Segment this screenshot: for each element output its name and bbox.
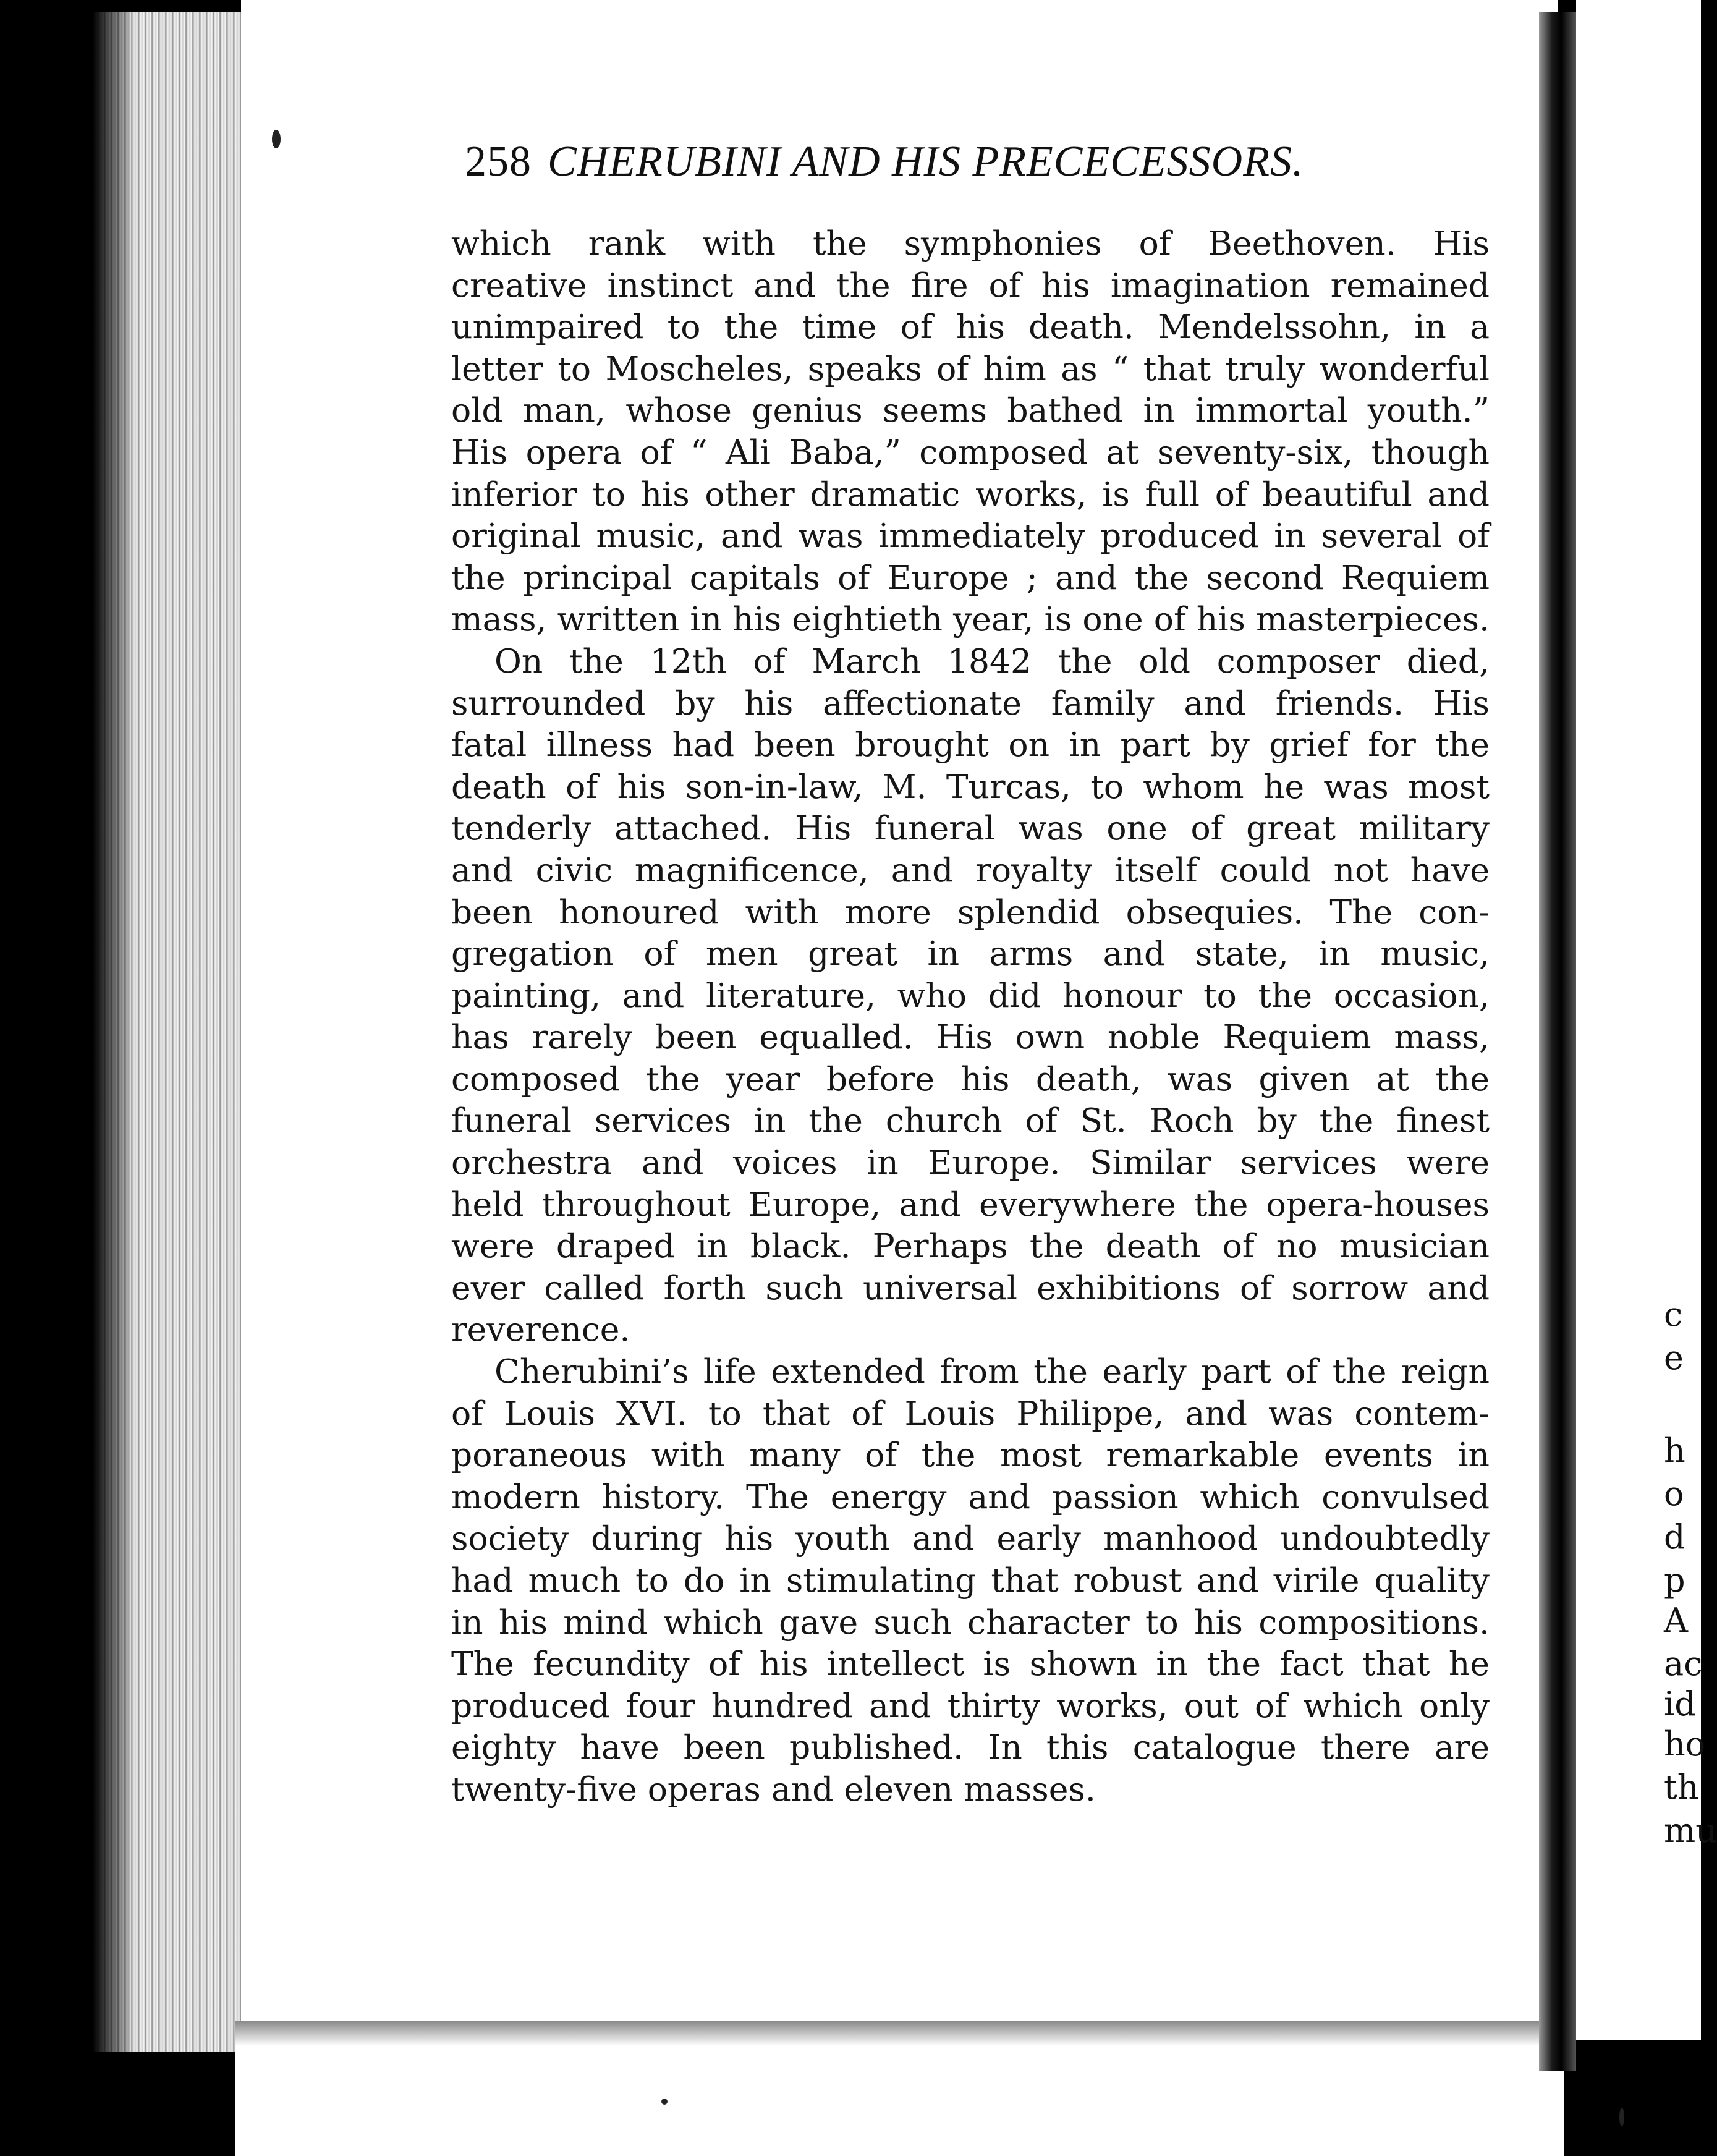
- facing-page-fragment: A: [1664, 1601, 1688, 1640]
- text-line: held throughout Europe, and everywhere the opera-houses: [451, 1184, 1490, 1224]
- text-line: original music, and was immediately produced in several of: [451, 516, 1490, 556]
- text-line: painting, and literature, who did honour to the occasion,: [451, 975, 1490, 1015]
- facing-page-fragment: th: [1664, 1768, 1699, 1807]
- text-line: Cherubini’s life extended from the early part of the reign: [494, 1352, 1490, 1391]
- text-line: On the 12th of March 1842 the old composer died,: [494, 641, 1490, 681]
- text-line: poraneous with many of the most remarkable events in: [451, 1435, 1490, 1475]
- facing-page-fragment: ho: [1664, 1725, 1706, 1763]
- facing-page: [1576, 0, 1717, 2040]
- text-line: funeral services in the church of St. Roch by the finest: [451, 1101, 1490, 1140]
- facing-page-fragment: ac: [1664, 1644, 1703, 1683]
- text-line: society during his youth and early manhood undoubtedly: [451, 1519, 1490, 1558]
- running-head-title: CHERUBINI AND HIS PRECECESSORS.: [548, 138, 1304, 185]
- ink-speck: [1619, 2108, 1624, 2126]
- binding-shadow: [93, 12, 130, 2052]
- text-line: unimpaired to the time of his death. Mendelssohn, in a: [451, 307, 1490, 347]
- facing-page-fragment: e: [1664, 1338, 1684, 1377]
- body-text: [451, 223, 1490, 1810]
- paragraph-3: [451, 1351, 1490, 1810]
- text-line: modern history. The energy and passion which convulsed: [451, 1477, 1490, 1516]
- facing-page-fragment: id: [1664, 1684, 1696, 1723]
- text-line: the principal capitals of Europe ; and the second Requiem: [451, 558, 1490, 597]
- text-line: His opera of “ Ali Baba,” composed at seventy-six, though: [451, 432, 1490, 472]
- ink-speck: [272, 130, 281, 148]
- text-line: creative instinct and the fire of his imagination remained: [451, 265, 1490, 305]
- facing-page-fragment: c: [1664, 1295, 1683, 1334]
- text-line: fatal illness had been brought on in part by grief for the: [451, 725, 1490, 765]
- paragraph-2: [451, 640, 1490, 1351]
- text-line: tenderly attached. His funeral was one of great military: [451, 808, 1490, 848]
- running-head: [465, 137, 1441, 187]
- text-line: which rank with the symphonies of Beethoven. His: [451, 224, 1490, 263]
- text-line: The fecundity of his intellect is shown in the fact that he: [451, 1644, 1490, 1684]
- text-line: reverence.: [451, 1310, 630, 1349]
- text-line: ever called forth such universal exhibitions of sorrow and: [451, 1268, 1490, 1307]
- text-line: of Louis XVI. to that of Louis Philippe, and was contem-: [451, 1393, 1490, 1433]
- text-line: old man, whose genius seems bathed in immortal youth.”: [451, 391, 1490, 430]
- text-line: and civic magnificence, and royalty itself could not have: [451, 850, 1490, 889]
- text-line: been honoured with more splendid obsequies. The con-: [451, 892, 1490, 932]
- facing-page-fragment: p: [1664, 1561, 1685, 1600]
- text-line: letter to Moscheles, speaks of him as “ that truly wonderful: [451, 349, 1490, 388]
- text-line: eighty have been published. In this catalogue there are: [451, 1728, 1490, 1767]
- text-line: produced four hundred and thirty works, out of which only: [451, 1686, 1490, 1725]
- facing-page-fragment: mu: [1664, 1811, 1717, 1850]
- text-line: death of his son-in-law, M. Turcas, to whom he was most: [451, 766, 1490, 806]
- text-line: twenty-five operas and eleven masses.: [451, 1769, 1096, 1809]
- facing-page-fragment: d: [1664, 1517, 1685, 1556]
- text-line: has rarely been equalled. His own noble Requiem mass,: [451, 1017, 1490, 1057]
- text-line: surrounded by his affectionate family and friends. His: [451, 683, 1490, 723]
- facing-page-fragment: h: [1664, 1431, 1685, 1470]
- paragraph-1: [451, 223, 1490, 640]
- text-line: composed the year before his death, was given at the: [451, 1059, 1490, 1098]
- text-line: inferior to his other dramatic works, is full of beautiful and: [451, 474, 1490, 514]
- facing-page-fragment: o: [1664, 1474, 1684, 1513]
- page-bottom-edge: [235, 2021, 1564, 2156]
- page-number: 258: [465, 138, 532, 185]
- text-line: gregation of men great in arms and state, in music,: [451, 934, 1490, 974]
- ink-speck: [661, 2099, 668, 2105]
- text-line: mass, written in his eightieth year, is one of his masterpieces.: [451, 600, 1490, 639]
- text-line: had much to do in stimulating that robust and virile quality: [451, 1561, 1490, 1600]
- book-gutter: [1539, 12, 1576, 2071]
- text-line: orchestra and voices in Europe. Similar services were: [451, 1143, 1490, 1182]
- text-line: were draped in black. Perhaps the death of no musician: [451, 1226, 1490, 1266]
- text-line: in his mind which gave such character to his compositions.: [451, 1602, 1490, 1642]
